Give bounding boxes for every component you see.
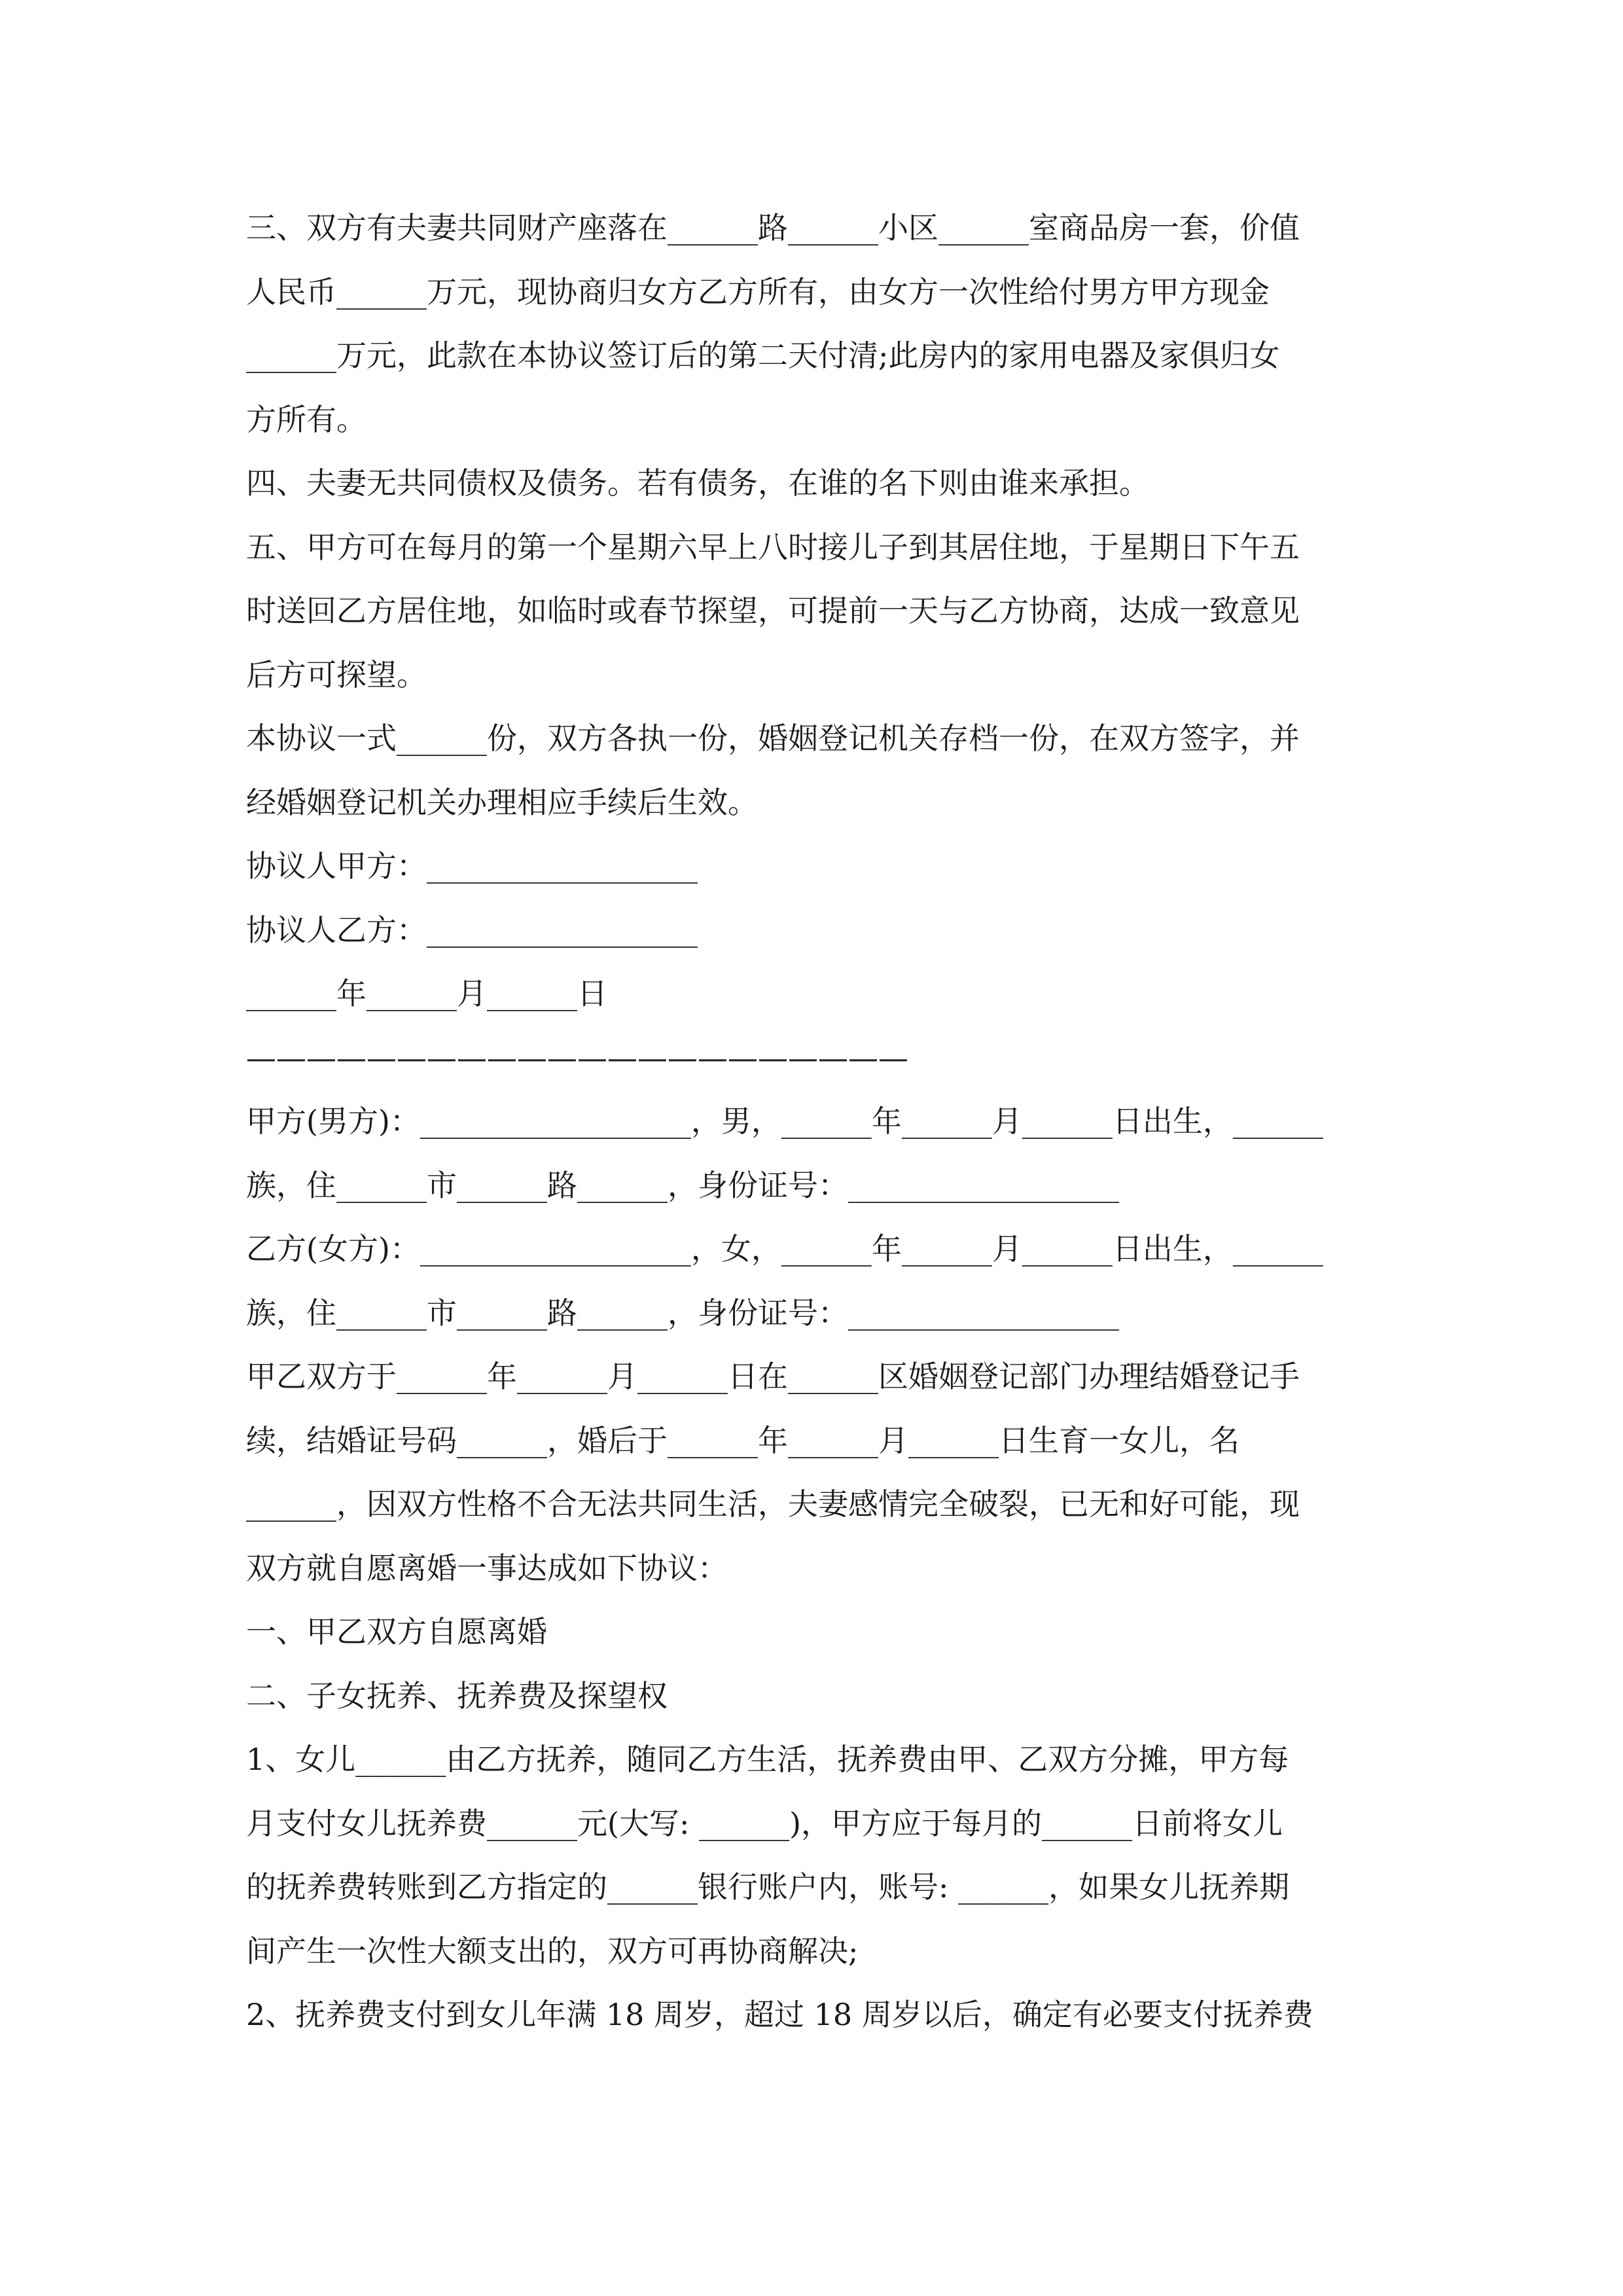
text-line: 2、抚养费支付到女儿年满 18 周岁，超过 18 周岁以后，确定有必要支付抚养费 bbox=[246, 1997, 1313, 2032]
signature-line-party-a: 协议人甲方：__________________ bbox=[246, 848, 698, 884]
text-line: ______，因双方性格不合无法共同生活，夫妻感情完全破裂，已无和好可能，现 bbox=[246, 1486, 1300, 1522]
section-divider: —————————————————————— bbox=[246, 1039, 908, 1075]
text-line: 五、甲方可在每月的第一个星期六早上八时接儿子到其居住地，于星期日下午五 bbox=[246, 529, 1300, 565]
text-line: 后方可探望。 bbox=[246, 656, 427, 692]
text-line: 甲乙双方于______年______月______日在______区婚姻登记部门办理结婚登记手 bbox=[246, 1359, 1300, 1394]
text-line: 本协议一式______份，双方各执一份，婚姻登记机关存档一份，在双方签字，并 bbox=[246, 721, 1300, 756]
text-line: 经婚姻登记机关办理相应手续后生效。 bbox=[246, 784, 758, 820]
text-line: 三、双方有夫妻共同财产座落在______路______小区______室商品房一套，价值 bbox=[246, 210, 1300, 245]
text-line: 月支付女儿抚养费______元(大写: ______)，甲方应于每月的______日前将女儿 bbox=[246, 1805, 1283, 1841]
text-line: 族，住______市______路______，身份证号：__________________ bbox=[246, 1167, 1119, 1203]
signature-line-party-b: 协议人乙方：__________________ bbox=[246, 912, 698, 948]
text-line: 的抚养费转账到乙方指定的______银行账户内，账号: ______，如果女儿抚养期 bbox=[246, 1869, 1290, 1905]
text-line: ______万元，此款在本协议签订后的第二天付清;此房内的家用电器及家俱归女 bbox=[246, 338, 1280, 373]
date-line: ______年______月______日 bbox=[246, 976, 607, 1011]
text-line: 族，住______市______路______，身份证号：__________________ bbox=[246, 1295, 1119, 1331]
text-line: 1、女儿______由乙方抚养，随同乙方生活，抚养费由甲、乙双方分摊，甲方每 bbox=[246, 1742, 1289, 1777]
text-line: 双方就自愿离婚一事达成如下协议： bbox=[246, 1550, 728, 1586]
document-body bbox=[246, 196, 1378, 2047]
text-line: 方所有。 bbox=[246, 401, 366, 437]
text-line: 乙方(女方)：__________________，女，______年______月______日出生，______ bbox=[246, 1231, 1323, 1266]
text-line: 二、子女抚养、抚养费及探望权 bbox=[246, 1677, 668, 1713]
text-line: 时送回乙方居住地，如临时或春节探望，可提前一天与乙方协商，达成一致意见 bbox=[246, 593, 1300, 628]
text-line: 间产生一次性大额支出的，双方可再协商解决; bbox=[246, 1933, 859, 1969]
text-line: 甲方(男方)：__________________，男，______年______月______日出生，______ bbox=[246, 1103, 1323, 1139]
text-line: 一、甲乙双方自愿离婚 bbox=[246, 1614, 547, 1649]
text-line: 人民币______万元，现协商归女方乙方所有，由女方一次性给付男方甲方现金 bbox=[246, 274, 1270, 310]
text-line: 四、夫妻无共同债权及债务。若有债务，在谁的名下则由谁来承担。 bbox=[246, 465, 1149, 501]
text-line: 续，结婚证号码______，婚后于______年______月______日生育一女儿，名 bbox=[246, 1422, 1240, 1458]
